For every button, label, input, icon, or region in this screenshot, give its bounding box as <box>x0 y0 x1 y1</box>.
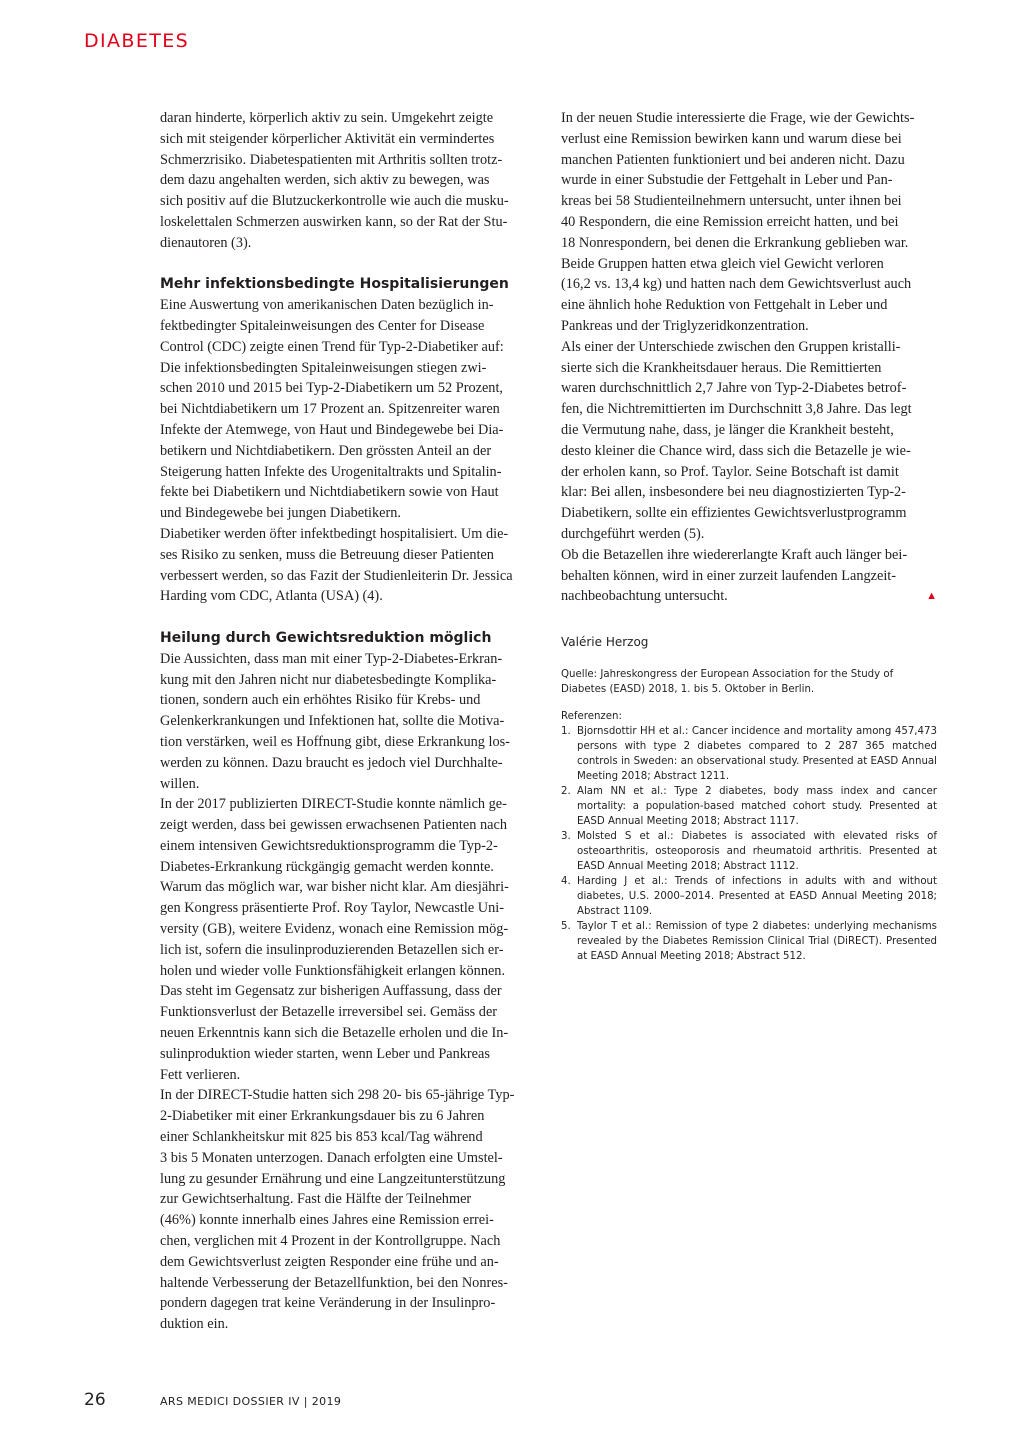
references-title: Referenzen: <box>561 711 622 723</box>
reference-item <box>561 829 937 874</box>
text-line: Steigerung hatten Infekte des Urogenitaltrakts und Spitalin- <box>160 463 502 480</box>
text-line: kung mit den Jahren nicht nur diabetesbedingte Komplika- <box>160 671 497 688</box>
text-line: nachbeobachtung untersucht. <box>561 588 728 605</box>
section-title: DIABETES <box>84 30 190 52</box>
text-line: kreas bei 58 Studienteilnehmern untersucht, unter ihnen bei <box>561 193 902 210</box>
text-line: holen und wieder volle Funktionsfähigkeit erlangen können. <box>160 962 506 979</box>
text-line: 40 Respondern, die eine Remission erreicht hatten, und bei <box>561 213 899 230</box>
text-line: lich ist, sofern die insulinproduzierenden Betazellen sich er- <box>160 941 504 958</box>
text-line: daran hinderte, körperlich aktiv zu sein. Umgekehrt zeigte <box>160 110 494 126</box>
text-line: durchgeführt werden (5). <box>561 525 705 542</box>
text-line: Das steht im Gegensatz zur bisherigen Auffassung, dass der <box>160 983 502 1000</box>
heading-weight-loss: Heilung durch Gewichtsreduktion möglich <box>160 629 492 646</box>
text-line: die Vermutung nahe, dass, je länger die Krankheit besteht, <box>561 421 894 438</box>
text-line: dem dazu angehalten werden, sich aktiv zu bewegen, was <box>160 172 490 189</box>
text-line: bei Nichtdiabetikern um 17 Prozent an. Spitzenreiter waren <box>160 401 500 418</box>
text-line: ses Risiko zu senken, muss die Betreuung dieser Patienten <box>160 546 494 563</box>
infections-paragraph <box>160 295 538 607</box>
text-line: tionen, sondern auch ein erhöhtes Risiko für Krebs- und <box>160 692 481 709</box>
text-line: sulinproduktion wieder starten, wenn Leber und Pankreas <box>160 1045 490 1062</box>
reference-number: 5. <box>561 921 571 933</box>
text-line: fen, die Nichtremittierten im Durchschnitt 3,8 Jahre. Das legt <box>561 401 912 418</box>
text-line: klar: Bei allen, insbesondere bei neu diagnostizierten Typ-2- <box>561 484 906 501</box>
text-line: loskelettalen Schmerzen auswirken kann, so der Rat der Stu- <box>160 213 508 230</box>
text-line: dienautoren (3). <box>160 234 252 251</box>
reference-item <box>561 784 937 829</box>
text-line: willen. <box>160 775 200 792</box>
text-line: versity (GB), weitere Evidenz, wonach eine Remission mög- <box>160 921 509 938</box>
reference-item <box>561 919 937 964</box>
text-line: Beide Gruppen hatten etwa gleich viel Gewicht verloren <box>561 255 884 272</box>
text-line: Die Aussichten, dass man mit einer Typ-2-Diabetes-Erkran- <box>160 650 503 667</box>
text-line: manchen Patienten funktioniert und bei anderen nicht. Dazu <box>561 151 905 168</box>
text-line: und Bindegewebe bei jungen Diabetikern. <box>160 505 401 522</box>
text-line: zur Gewichtserhaltung. Fast die Hälfte der Teilnehmer <box>160 1191 472 1208</box>
text-line: sich positiv auf die Blutzuckerkontrolle wie auch die musku- <box>160 193 509 210</box>
text-line: Eine Auswertung von amerikanischen Daten bezüglich in- <box>160 297 494 314</box>
end-triangle-icon: ▲ <box>926 590 937 603</box>
text-line: fekte bei Diabetikern und Nichtdiabetikern sowie von Haut <box>160 484 499 501</box>
text-line: betikern und Nichtdiabetikern. Den grössten Anteil an der <box>160 442 492 459</box>
heading-infections: Mehr infektionsbedingte Hospitalisierungen <box>160 276 509 293</box>
text-line: Diabetikern, sollte ein effizientes Gewichtsverlustprogramm <box>561 505 907 522</box>
text-line: schen 2010 und 2015 bei Typ-2-Diabetikern um 52 Prozent, <box>160 380 503 397</box>
text-line: haltende Verbesserung der Betazellfunktion, bei den Nonres- <box>160 1274 508 1291</box>
text-line: waren durchschnittlich 2,7 Jahre von Typ-2-Diabetes betrof- <box>561 380 907 397</box>
reference-number: 3. <box>561 831 571 843</box>
text-line: Infekte der Atemwege, von Haut und Bindegewebe bei Dia- <box>160 421 504 438</box>
reference-item <box>561 874 937 919</box>
text-line: der erholen kann, so Prof. Taylor. Seine Botschaft ist damit <box>561 463 899 480</box>
text-line: Die infektionsbedingten Spitaleinweisungen stiegen zwi- <box>160 359 487 376</box>
text-line: zeigt werden, dass bei gewissen erwachsenen Patienten nach <box>160 817 507 834</box>
source-note: Quelle: Jahreskongress der European Association for the Study of Diabetes (EASD) 2018, 1. bis 5. Oktober in Berlin. <box>561 669 894 696</box>
reference-text: Bjornsdottir HH et al.: Cancer incidence and mortality among 457,473 persons with type 2 diabetes compared to 2 287 365 matched controls in Sweden: an observational study. Presented at EASD Annual Meeting 2018; Abstract 1211. <box>577 726 937 783</box>
text-line: Diabetes-Erkrankung rückgängig gemacht werden konnte. <box>160 858 494 875</box>
text-line: gen Kongress präsentierte Prof. Roy Taylor, Newcastle Uni- <box>160 900 504 917</box>
text-line: In der neuen Studie interessierte die Frage, wie der Gewichts- <box>561 110 915 126</box>
reference-number: 2. <box>561 786 571 798</box>
reference-text: Harding J et al.: Trends of infections in adults with and without diabetes, U.S. 2000–2014. Presented at EASD Annual Meeting 2018; Abstract 1109. <box>577 876 937 918</box>
author-name: Valérie Herzog <box>561 635 649 650</box>
text-line: verlust eine Remission bewirken kann und warum diese bei <box>561 130 902 147</box>
text-line: desto kleiner die Chance wird, dass sich die Betazelle je wie- <box>561 442 911 459</box>
reference-text: Taylor T et al.: Remission of type 2 diabetes: underlying mechanisms revealed by the Diabetes Remission Clinical Trial (DiRECT). Presented at EASD Annual Meeting 2018; Abstract 512. <box>577 921 937 963</box>
text-line: Gelenkerkrankungen und Infektionen hat, sollte die Motiva- <box>160 713 505 730</box>
text-line: eine ähnlich hohe Reduktion von Fettgehalt in Leber und <box>561 297 888 314</box>
text-line: einem intensiven Gewichtsreduktionsprogramm die Typ-2- <box>160 837 498 854</box>
text-line: Control (CDC) zeigte einen Trend für Typ-2-Diabetiker auf: <box>160 338 504 355</box>
text-line: (46%) konnte innerhalb eines Jahres eine Remission errei- <box>160 1212 494 1229</box>
text-line: fektbedingter Spitaleinweisungen des Center for Disease <box>160 317 485 334</box>
text-line: Diabetiker werden öfter infektbedingt hospitalisiert. Um die- <box>160 525 509 542</box>
text-line: einer Schlankheitskur mit 825 bis 853 kcal/Tag während <box>160 1129 483 1146</box>
text-line: werden zu können. Dazu braucht es jedoch viel Durchhalte- <box>160 754 503 771</box>
page-number: 26 <box>84 1390 106 1410</box>
text-line: chen, verglichen mit 4 Prozent in der Kontrollgruppe. Nach <box>160 1233 501 1250</box>
text-line: Fett verlieren. <box>160 1066 241 1083</box>
text-line: neuen Erkenntnis kann sich die Betazelle erholen und die In- <box>160 1025 509 1042</box>
text-line: (16,2 vs. 13,4 kg) und hatten nach dem Gewichtsverlust auch <box>561 276 912 293</box>
right-column <box>561 108 937 964</box>
reference-item <box>561 724 937 784</box>
text-line: duktion ein. <box>160 1316 229 1333</box>
text-line: 3 bis 5 Monaten unterzogen. Danach erfolgten eine Umstel- <box>160 1149 503 1166</box>
intro-paragraph <box>160 108 538 254</box>
text-line: pondern dagegen trat keine Veränderung in der Insulinpro- <box>160 1295 496 1312</box>
text-line: Harding vom CDC, Atlanta (USA) (4). <box>160 588 383 605</box>
text-line: dem Gewichtsverlust zeigten Responder eine frühe und an- <box>160 1253 499 1270</box>
text-line: 18 Nonrespondern, bei denen die Erkrankung geblieben war. <box>561 234 909 251</box>
text-line: Schmerzrisiko. Diabetespatienten mit Arthritis sollten trotz- <box>160 151 503 168</box>
text-line: lung zu gesunder Ernährung und eine Langzeitunterstützung <box>160 1170 506 1187</box>
text-line: 2-Diabetiker mit einer Erkrankungsdauer bis zu 6 Jahren <box>160 1108 485 1125</box>
text-line: behalten können, wird in einer zurzeit laufenden Langzeit- <box>561 567 897 584</box>
left-column <box>160 108 538 1335</box>
text-line: Pankreas und der Triglyzeridkonzentration. <box>561 317 809 334</box>
text-line: In der DIRECT-Studie hatten sich 298 20- bis 65-jährige Typ- <box>160 1087 515 1104</box>
text-line: Ob die Betazellen ihre wiedererlangte Kraft auch länger bei- <box>561 546 908 563</box>
references-list <box>561 724 937 964</box>
text-line: wurde in einer Substudie der Fettgehalt in Leber und Pan- <box>561 172 893 189</box>
weight-loss-paragraph <box>160 649 538 1335</box>
text-line: sierte sich die Krankheitsdauer heraus. Die Remittierten <box>561 359 882 376</box>
reference-text: Alam NN et al.: Type 2 diabetes, body mass index and cancer mortality: a population-based matched cohort study. Presented at EASD Annual Meeting 2018; Abstract 1117. <box>577 786 937 828</box>
publication-info: ARS MEDICI DOSSIER IV | 2019 <box>160 1395 342 1408</box>
text-line: Funktionsverlust der Betazelle irreversibel sei. Gemäss der <box>160 1004 498 1021</box>
text-line: tion verstärken, weil es Hoffnung gibt, diese Erkrankung los- <box>160 733 510 750</box>
text-line: Warum das möglich war, war bisher nicht klar. Am diesjähri- <box>160 879 509 896</box>
study-paragraph <box>561 108 937 607</box>
reference-number: 4. <box>561 876 571 888</box>
text-line: verbessert werden, so das Fazit der Studienleiterin Dr. Jessica <box>160 567 513 584</box>
text-line: Als einer der Unterschiede zwischen den Gruppen kristalli- <box>561 338 901 355</box>
reference-text: Molsted S et al.: Diabetes is associated with elevated risks of osteoarthritis, osteoporosis and rheumatoid arthritis. Presented at EASD Annual Meeting 2018; Abstract 1112. <box>577 831 937 873</box>
text-line: In der 2017 publizierten DIRECT-Studie konnte nämlich ge- <box>160 796 507 813</box>
text-line: sich mit steigender körperlicher Aktivität ein vermindertes <box>160 130 495 147</box>
reference-number: 1. <box>561 726 571 738</box>
